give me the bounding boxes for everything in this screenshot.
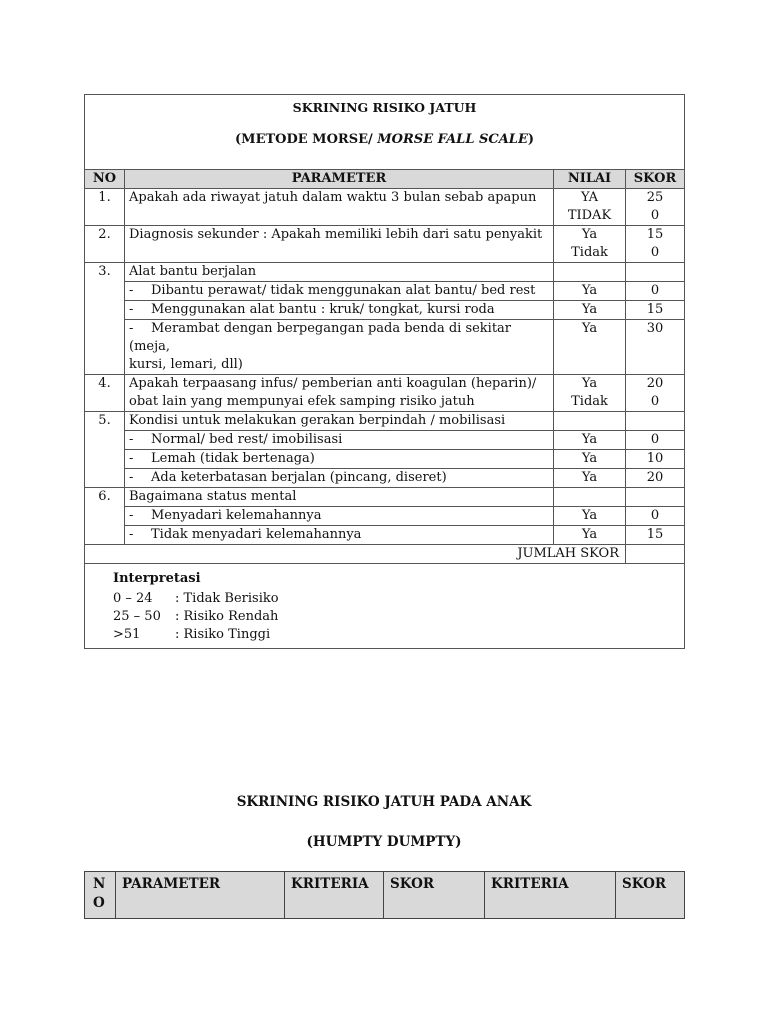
row-no: 6.: [85, 488, 125, 545]
morse-title-cell: [85, 95, 685, 170]
header-no: NO: [85, 170, 125, 189]
row-parameter: Bagaimana status mental: [125, 488, 554, 507]
subrow-skor: 0: [626, 507, 685, 526]
table-subrow: [85, 450, 685, 469]
row-nilai: [554, 412, 626, 431]
header-parameter: PARAMETER: [125, 170, 554, 189]
subrow-text: - Normal/ bed rest/ imobilisasi: [125, 431, 554, 450]
subrow-text: - Lemah (tidak bertenaga): [125, 450, 554, 469]
row-parameter: Alat bantu berjalan: [125, 263, 554, 282]
interpretation-item: 0 – 24 : Tidak Berisiko: [113, 591, 279, 606]
row-skor: [626, 488, 685, 507]
subrow-nilai: Ya: [554, 301, 626, 320]
row-parameter: Kondisi untuk melakukan gerakan berpindah / mobilisasi: [125, 412, 554, 431]
subrow-text: - Dibantu perawat/ tidak menggunakan alat bantu/ bed rest: [125, 282, 554, 301]
subrow-text: - Menggunakan alat bantu : kruk/ tongkat, kursi roda: [125, 301, 554, 320]
row-nilai: [554, 263, 626, 282]
row-no: 2.: [85, 226, 125, 263]
subrow-nilai: Ya: [554, 469, 626, 488]
subrow-skor: 0: [626, 431, 685, 450]
subrow-skor: 0: [626, 282, 685, 301]
table-subrow: [85, 469, 685, 488]
subrow-text: - Tidak menyadari kelemahannya: [125, 526, 554, 545]
subrow-skor: 20: [626, 469, 685, 488]
header-skor: SKOR: [626, 170, 685, 189]
row-parameter: Apakah ada riwayat jatuh dalam waktu 3 bulan sebab apapun: [125, 189, 554, 226]
subrow-nilai: Ya: [554, 507, 626, 526]
table-row: [85, 375, 685, 412]
interpretation-item: 25 – 50 : Risiko Rendah: [113, 609, 279, 624]
row-skor: 15 0: [626, 226, 685, 263]
table-subrow: [85, 507, 685, 526]
row-skor: [626, 263, 685, 282]
interpretation-title: Interpretasi: [113, 571, 201, 586]
row-skor: 25 0: [626, 189, 685, 226]
hd-header-skor: SKOR: [384, 872, 485, 919]
total-row: [85, 545, 685, 564]
jumlah-skor-label: JUMLAH SKOR: [85, 545, 626, 564]
table-row: [85, 189, 685, 226]
header-nilai: NILAI: [554, 170, 626, 189]
subrow-text: - Merambat dengan berpegangan pada benda di sekitar (meja, kursi, lemari, dll): [125, 320, 554, 375]
row-nilai: Ya Tidak: [554, 226, 626, 263]
row-skor: [626, 412, 685, 431]
table-row: [85, 226, 685, 263]
row-no: 5.: [85, 412, 125, 488]
hd-header-no: NO: [85, 872, 116, 919]
humpty-subtitle: (HUMPTY DUMPTY): [306, 834, 462, 850]
hd-header-parameter: PARAMETER: [116, 872, 285, 919]
morse-title: SKRINING RISIKO JATUH: [292, 100, 477, 115]
subrow-text: - Ada keterbatasan berjalan (pincang, diseret): [125, 469, 554, 488]
table-subrow: [85, 301, 685, 320]
table-row: [85, 488, 685, 507]
subrow-nilai: Ya: [554, 526, 626, 545]
jumlah-skor-value: [626, 545, 685, 564]
subrow-nilai: Ya: [554, 320, 626, 375]
row-skor: 20 0: [626, 375, 685, 412]
row-no: 1.: [85, 189, 125, 226]
table-row: [85, 263, 685, 282]
morse-header-row: [85, 170, 685, 189]
row-no: 3.: [85, 263, 125, 375]
subrow-skor: 15: [626, 526, 685, 545]
table-subrow: [85, 431, 685, 450]
morse-subtitle: (METODE MORSE/ MORSE FALL SCALE): [235, 132, 535, 147]
interpretation-item: >51 : Risiko Tinggi: [113, 627, 271, 642]
subrow-skor: 15: [626, 301, 685, 320]
row-no: 4.: [85, 375, 125, 412]
subrow-nilai: Ya: [554, 282, 626, 301]
subrow-skor: 30: [626, 320, 685, 375]
row-parameter: Apakah terpaasang infus/ pemberian anti koagulan (heparin)/ obat lain yang mempunyai efek samping risiko jatuh: [125, 375, 554, 412]
hd-header-kriteria: KRITERIA: [285, 872, 384, 919]
morse-fall-scale-table: [84, 94, 685, 649]
row-parameter: Diagnosis sekunder : Apakah memiliki lebih dari satu penyakit: [125, 226, 554, 263]
subrow-text: - Menyadari kelemahannya: [125, 507, 554, 526]
table-row: [85, 412, 685, 431]
row-nilai: [554, 488, 626, 507]
table-subrow: [85, 282, 685, 301]
subrow-nilai: Ya: [554, 450, 626, 469]
humpty-header-row: [85, 872, 685, 919]
interpretation-cell: [85, 564, 685, 649]
subrow-nilai: Ya: [554, 431, 626, 450]
hd-header-kriteria-2: KRITERIA: [485, 872, 616, 919]
subrow-skor: 10: [626, 450, 685, 469]
row-nilai: YA TIDAK: [554, 189, 626, 226]
table-subrow: [85, 526, 685, 545]
humpty-dumpty-table: [84, 871, 685, 919]
row-nilai: Ya Tidak: [554, 375, 626, 412]
interpretation-row: [85, 564, 685, 649]
table-subrow: [85, 320, 685, 375]
humpty-title: SKRINING RISIKO JATUH PADA ANAK: [236, 794, 532, 810]
hd-header-skor-2: SKOR: [616, 872, 685, 919]
